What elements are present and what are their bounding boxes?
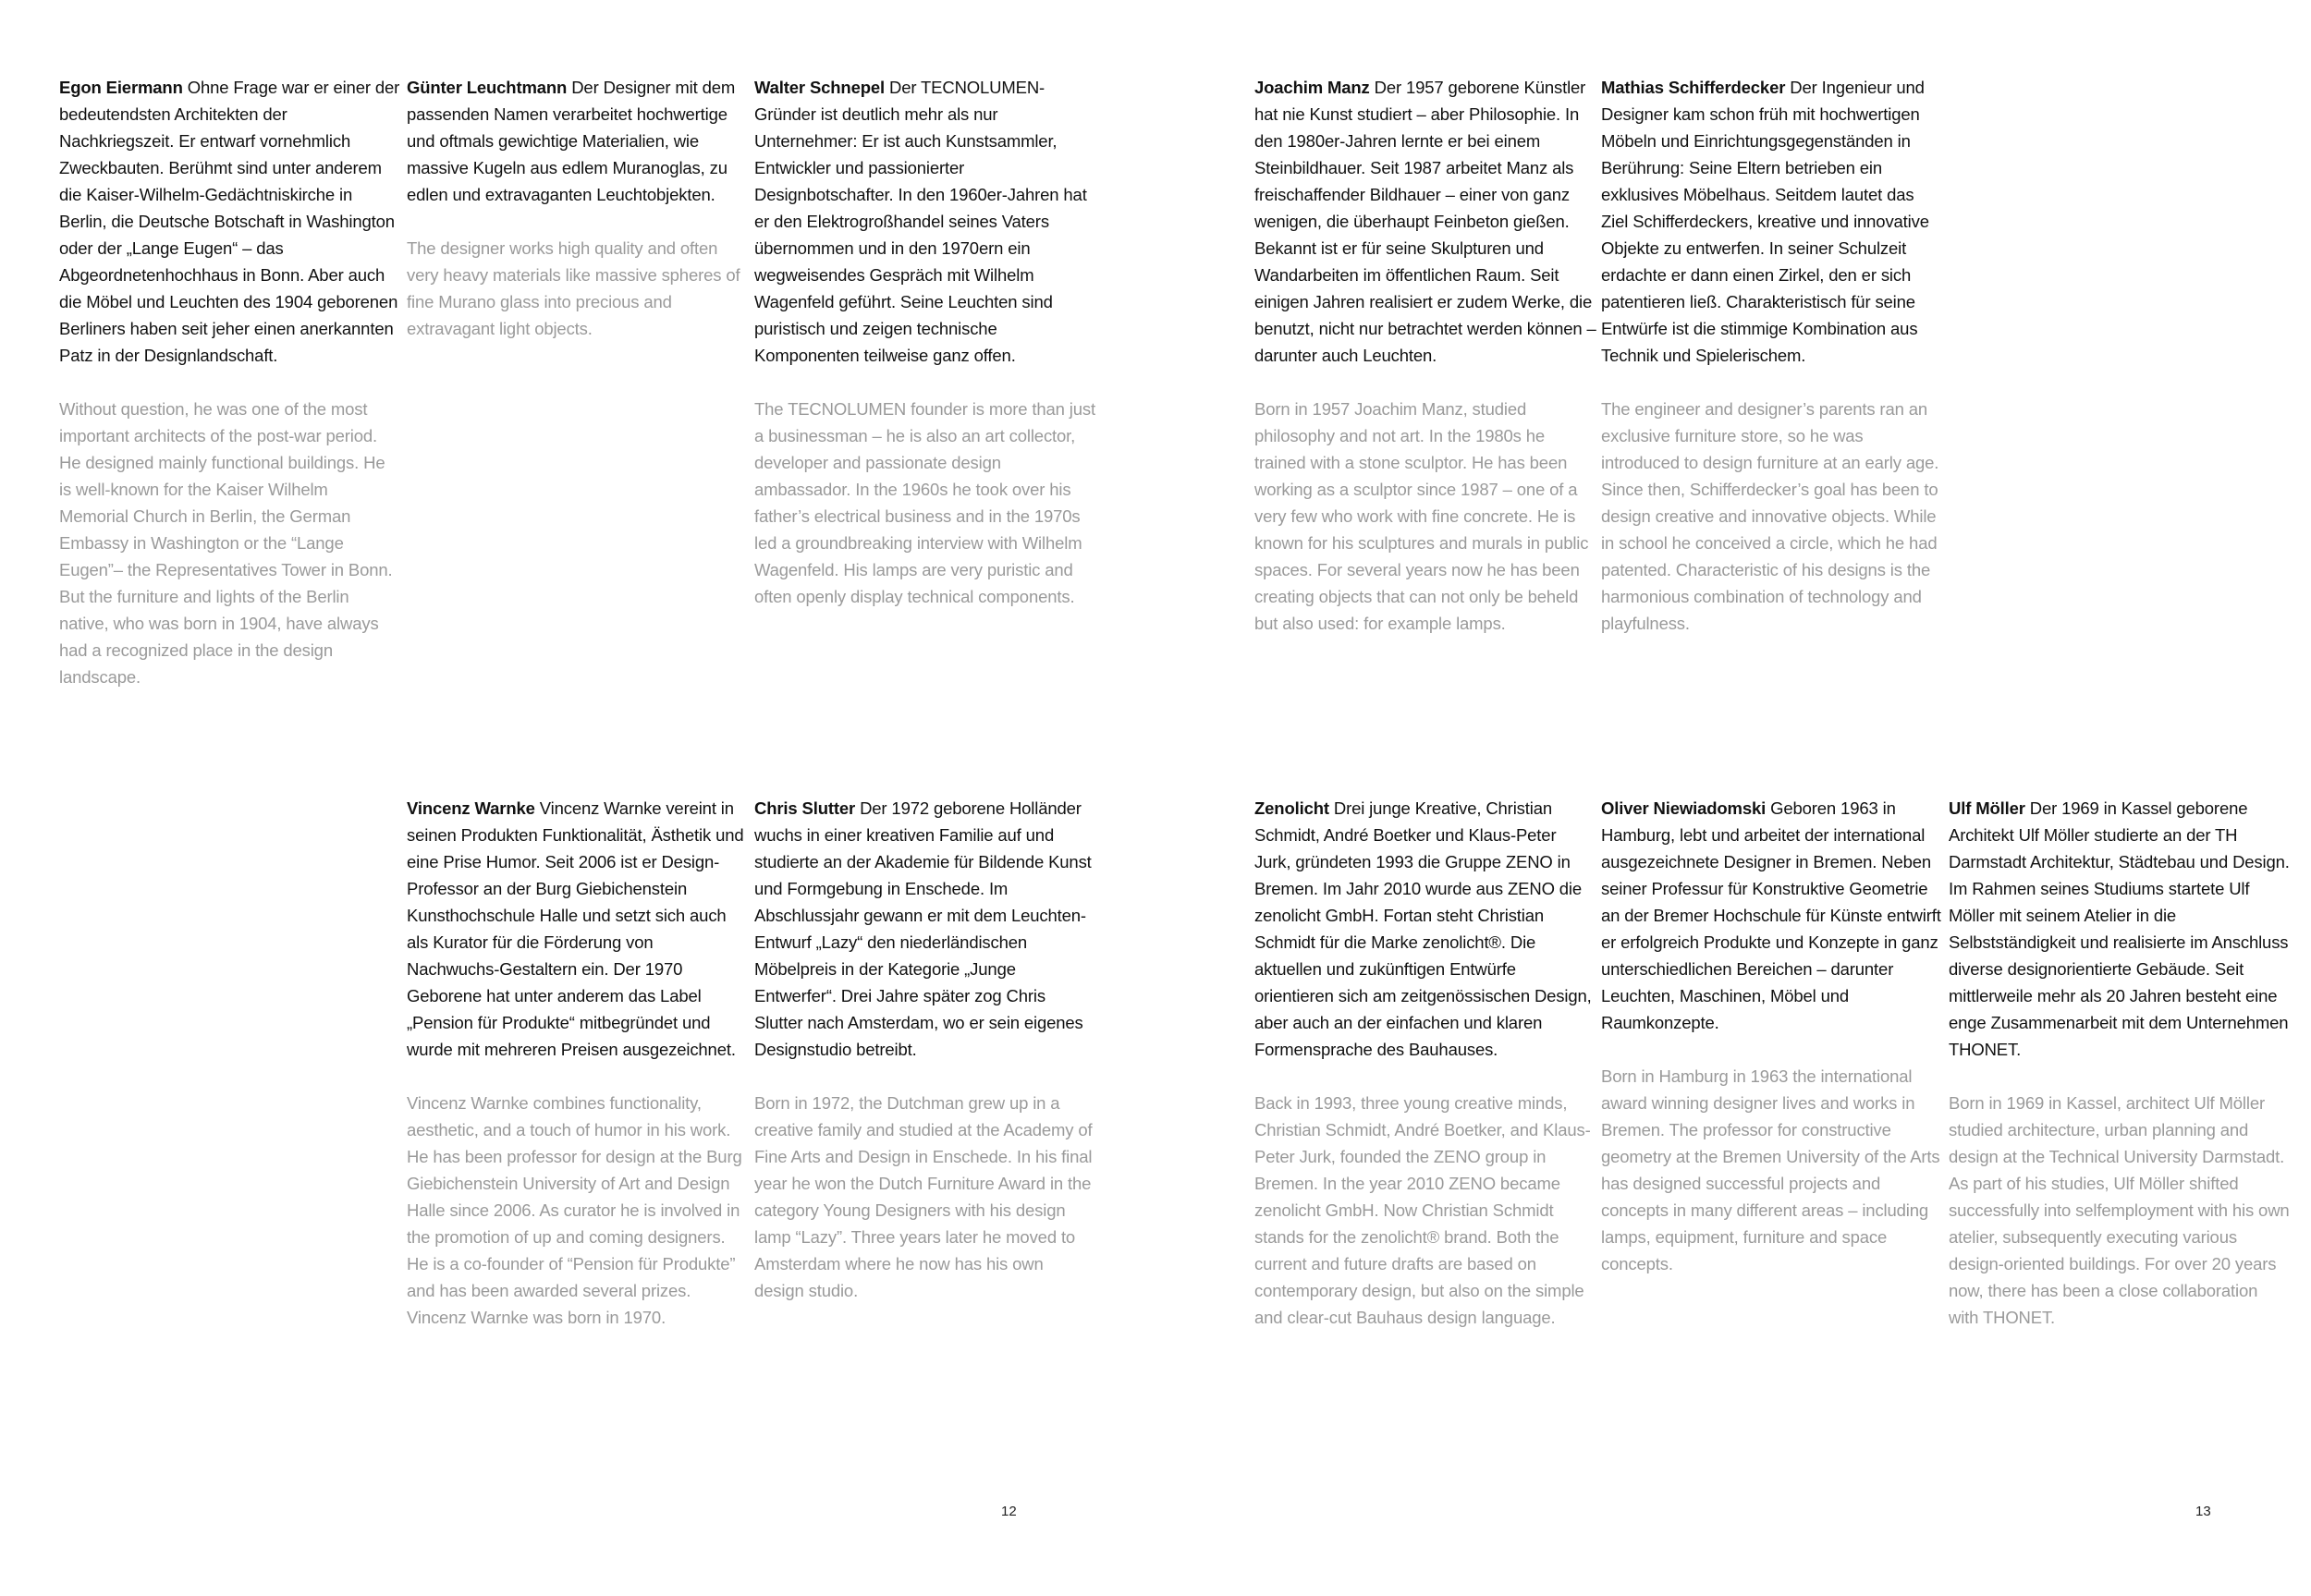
designer-name: Ulf Möller [1949, 798, 2025, 818]
german-bio [1254, 74, 1596, 369]
designer-entry-oliver-niewiadomski [1601, 795, 1943, 1277]
designer-entry-zenolicht [1254, 795, 1596, 1331]
german-bio [1601, 74, 1943, 369]
english-bio: Born in 1972, the Dutchman grew up in a creative family and studied at the Academy of Fine Arts and Design in Enschede. In his final year he won the Dutch Furniture Award in the category Young Designers with his design lamp “Lazy”. Three years later he moved to Amsterdam where he now has his own design studio. [754, 1093, 1093, 1300]
designer-name: Günter Leuchtmann [407, 78, 568, 97]
german-text: Vincenz Warnke vereint in seinen Produkten Funktionalität, Ästhetik und eine Prise Humor. Seit 2006 ist er Design-Professor an der Burg Giebichenstein Kunsthochschule Halle und setzt sich auch als Kurator für die Förderung von Nachwuchs-Gestaltern ein. Der 1970 Geborene hat unter anderem das Label „Pension für Produkte“ mitbegründet und wurde mit mehreren Preisen ausgezeichnet. [407, 798, 744, 1059]
english-bio: The designer works high quality and often very heavy materials like massive spheres of fine Murano glass into precious and extravagant light objects. [407, 238, 740, 338]
german-bio [59, 74, 401, 369]
german-text: Der 1969 in Kassel geborene Architekt Ulf Möller studierte an der TH Darmstadt Architektur, Städtebau und Design. Im Rahmen seines Studiums startete Ulf Möller mit seinem Atelier in die Selbstständigkeit und realisierte im Anschluss diverse designorientierte Gebäude. Seit mittlerweile mehr als 20 Jahren besteht eine enge Zusammenarbeit mit dem Unternehmen THONET. [1949, 798, 2290, 1059]
german-text: Der 1957 geborene Künstler hat nie Kunst studiert – aber Philosophie. In den 1980er-Jahren lernte er bei einem Steinbildhauer. Seit 1987 arbeitet Manz als freischaffender Bildhauer – einer von ganz wenigen, die überhaupt Feinbeton gießen. Bekannt ist er für seine Skulpturen und Wandarbeiten im öffentlichen Raum. Seit einigen Jahren realisiert er zudem Werke, die benutzt, nicht nur betrachtet werden können – darunter auch Leuchten. [1254, 78, 1596, 365]
designer-entry-walter-schnepel [754, 74, 1096, 610]
designer-entry-vincenz-warnke [407, 795, 749, 1331]
designer-entry-chris-slutter [754, 795, 1096, 1304]
german-text: Der 1972 geborene Holländer wuchs in einer kreativen Familie auf und studierte an der Akademie für Bildende Kunst und Formgebung in Enschede. Im Abschlussjahr gewann er mit dem Leuchten-Entwurf „Lazy“ den niederländischen Möbelpreis in der Kategorie „Junge Entwerfer“. Drei Jahre später zog Chris Slutter nach Amsterdam, wo er sein eigenes Designstudio betreibt. [754, 798, 1092, 1059]
german-text: Ohne Frage war er einer der bedeutendsten Architekten der Nachkriegszeit. Er entwarf vornehmlich Zweckbauten. Berühmt sind unter anderem die Kaiser-Wilhelm-Gedächtniskirche in Berlin, die Deutsche Botschaft in Washington oder der „Lange Eugen“ – das Abgeordnetenhochhaus in Bonn. Aber auch die Möbel und Leuchten des 1904 geborenen Berliners haben seit jeher einen anerkannten Patz in der Designlandschaft. [59, 78, 400, 365]
english-bio: The engineer and designer’s parents ran an exclusive furniture store, so he was introduced to design furniture at an early age. Since then, Schifferdecker’s goal has been to design creative and innovative objects. While in school he conceived a circle, which he had patented. Characteristic of his designs is the harmonious combination of technology and playfulness. [1601, 399, 1939, 633]
designer-name: Mathias Schifferdecker [1601, 78, 1786, 97]
designer-name: Egon Eiermann [59, 78, 183, 97]
english-bio: Born in 1957 Joachim Manz, studied philosophy and not art. In the 1980s he trained with a stone sculptor. He has been working as a sculptor since 1987 – one of a very few who work with fine concrete. He is known for his sculptures and murals in public spaces. For several years now he has been creating objects that can not only be beheld but also used: for example lamps. [1254, 399, 1589, 633]
designer-entry-joachim-manz [1254, 74, 1596, 637]
page-number-left: 12 [1001, 1504, 1017, 1519]
german-bio [1601, 795, 1943, 1036]
english-bio: Back in 1993, three young creative minds, Christian Schmidt, André Boetker, and Klaus-Peter Jurk, founded the ZENO group in Bremen. In the year 2010 ZENO became zenolicht GmbH. Now Christian Schmidt stands for the zenolicht® brand. Both the current and future drafts are based on contemporary design, but also on the simple and clear-cut Bauhaus design language. [1254, 1093, 1591, 1327]
english-bio: Vincenz Warnke combines functionality, aesthetic, and a touch of humor in his work. He has been professor for design at the Burg Giebichenstein University of Art and Design Halle since 2006. As curator he is involved in the promotion of up and coming designers. He is a co-founder of “Pension für Produkte” and has been awarded several prizes. Vincenz Warnke was born in 1970. [407, 1093, 742, 1327]
english-bio: The TECNOLUMEN founder is more than just a businessman – he is also an art collector, developer and passionate design ambassador. In the 1960s he took over his father’s electrical business and in the 1970s led a groundbreaking interview with Wilhelm Wagenfeld. His lamps are very puristic and often openly display technical components. [754, 399, 1095, 606]
designer-name: Joachim Manz [1254, 78, 1370, 97]
english-bio: Without question, he was one of the most important architects of the post-war period. He designed mainly functional buildings. He is well-known for the Kaiser Wilhelm Memorial Church in Berlin, the German Embassy in Washington or the “Lange Eugen”– the Representatives Tower in Bonn. But the furniture and lights of the Berlin native, who was born in 1904, have always had a recognized place in the design landscape. [59, 399, 393, 687]
german-bio [754, 795, 1096, 1063]
german-text: Drei junge Kreative, Christian Schmidt, André Boetker und Klaus-Peter Jurk, gründeten 1993 die Gruppe ZENO in Bremen. Im Jahr 2010 wurde aus ZENO die zenolicht GmbH. Fortan steht Christian Schmidt für die Marke zenolicht®. Die aktuellen und zukünftigen Entwürfe orientieren sich am zeitgenössischen Design, aber auch an der einfachen und klaren Formensprache des Bauhauses. [1254, 798, 1592, 1059]
german-bio [407, 74, 749, 208]
designer-entry-ulf-moeller [1949, 795, 2291, 1331]
designer-entry-mathias-schifferdecker [1601, 74, 1943, 637]
designer-name: Walter Schnepel [754, 78, 885, 97]
english-bio: Born in 1969 in Kassel, architect Ulf Möller studied architecture, urban planning and design at the Technical University Darmstadt. As part of his studies, Ulf Möller shifted successfully into selfemployment with his own atelier, subsequently executing various design-oriented buildings. For over 20 years now, there has been a close collaboration with THONET. [1949, 1093, 2290, 1327]
designer-name: Oliver Niewiadomski [1601, 798, 1767, 818]
designer-name: Zenolicht [1254, 798, 1329, 818]
designer-entry-guenter-leuchtmann [407, 74, 749, 342]
german-bio [1949, 795, 2291, 1063]
german-text: Geboren 1963 in Hamburg, lebt und arbeitet der international ausgezeichnete Designer in Bremen. Neben seiner Professur für Konstruktive Geometrie an der Bremer Hochschule für Künste entwirft er erfolgreich Produkte und Konzepte in ganz unterschiedlichen Bereichen – darunter Leuchten, Maschinen, Möbel und Raumkonzepte. [1601, 798, 1941, 1032]
german-bio [407, 795, 749, 1063]
german-bio [1254, 795, 1596, 1063]
german-text: Der Designer mit dem passenden Namen verarbeitet hochwertige und oftmals gewichtige Materialien, wie massive Kugeln aus edlem Muranoglas, zu edlen und extravaganten Leuchtobjekten. [407, 78, 736, 204]
german-bio [754, 74, 1096, 369]
page-number-right: 13 [2195, 1504, 2211, 1519]
designer-entry-egon-eiermann [59, 74, 401, 690]
designer-name: Chris Slutter [754, 798, 856, 818]
english-bio: Born in Hamburg in 1963 the international award winning designer lives and works in Bremen. The professor for constructive geometry at the Bremen University of the Arts has designed successful projects and concepts in many different areas – including lamps, equipment, furniture and space concepts. [1601, 1066, 1940, 1273]
designer-name: Vincenz Warnke [407, 798, 535, 818]
german-text: Der TECNOLUMEN-Gründer ist deutlich mehr als nur Unternehmer: Er ist auch Kunstsammler, Entwickler und passionierter Designbotschafter. In den 1960er-Jahren hat er den Elektrogroßhandel seines Vaters übernommen und in den 1970ern ein wegweisendes Gespräch mit Wilhelm Wagenfeld geführt. Seine Leuchten sind puristisch und zeigen technische Komponenten teilweise ganz offen. [754, 78, 1087, 365]
german-text: Der Ingenieur und Designer kam schon früh mit hochwertigen Möbeln und Einrichtungsgegenständen in Berührung: Seine Eltern betrieben ein exklusives Möbelhaus. Seitdem lautet das Ziel Schifferdeckers, kreative und innovative Objekte zu entwerfen. In seiner Schulzeit erdachte er dann einen Zirkel, den er sich patentieren ließ. Charakteristisch für seine Entwürfe ist die stimmige Kombination aus Technik und Spielerischem. [1601, 78, 1929, 365]
